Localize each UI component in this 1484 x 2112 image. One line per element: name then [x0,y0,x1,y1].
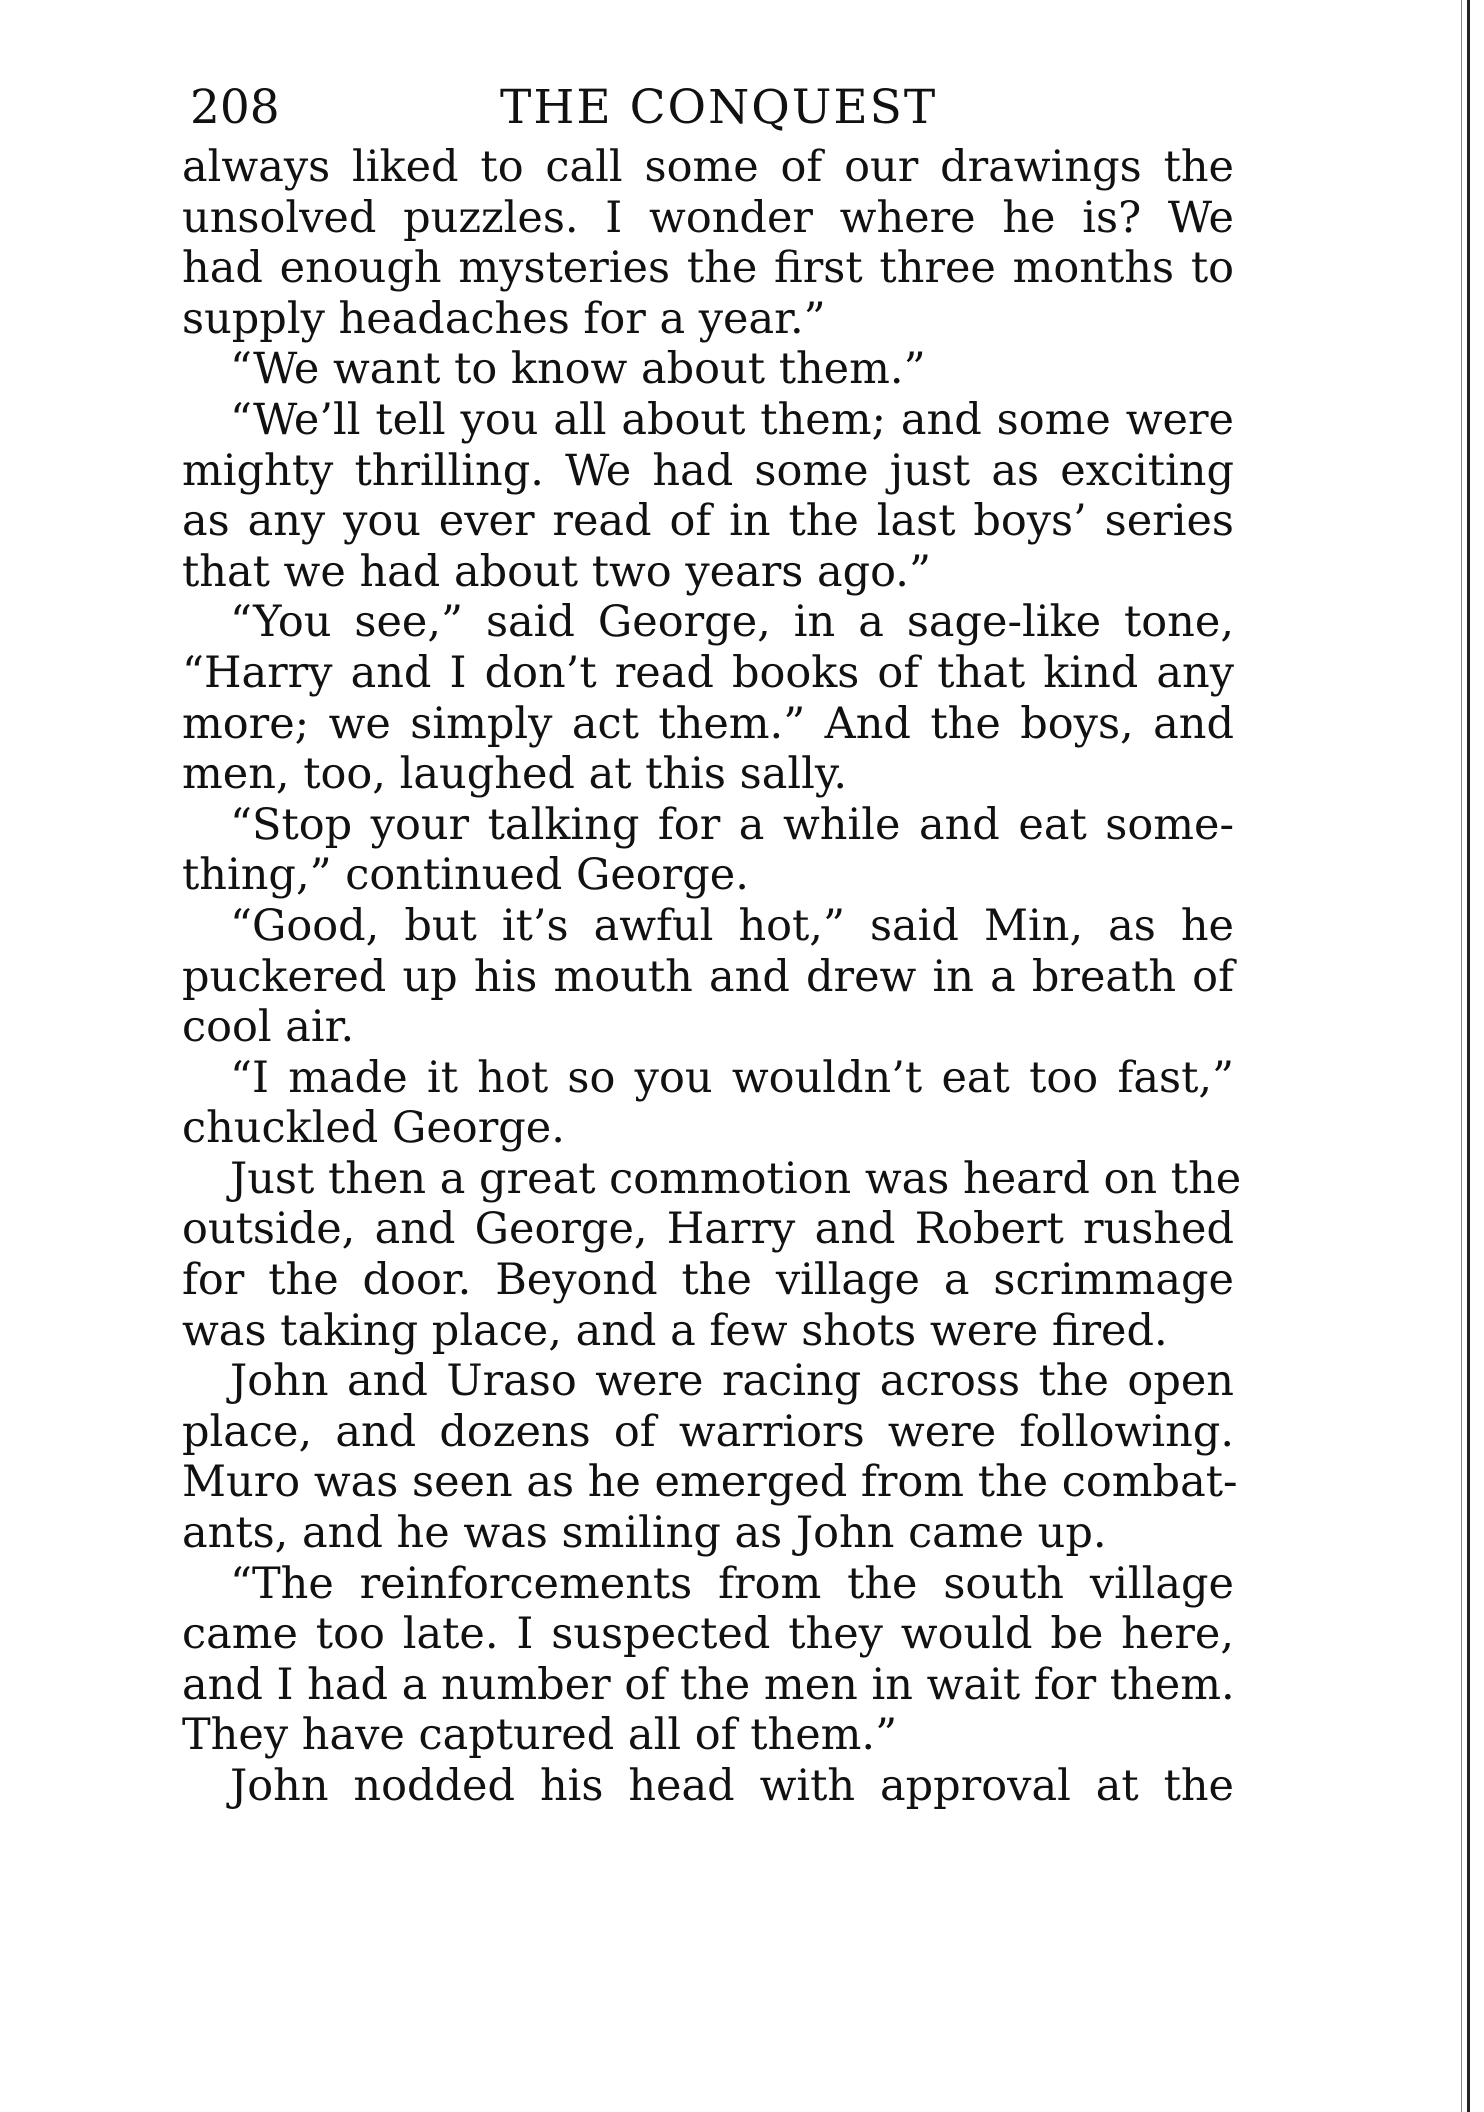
text-line: that we had about two years ago.” [182,546,931,597]
text-line: puckered up his mouth and drew in a breath of [182,951,1234,1002]
text-line: unsolved puzzles. I wonder where he is? We [182,192,1234,243]
text-line: “We’ll tell you all about them; and some were [230,394,1234,445]
text-line: always liked to call some of our drawings the [182,142,1234,192]
page-number: 208 [190,80,280,135]
text-line: as any you ever read of in the last boys’ series [182,496,1234,547]
text-line: “You see,” said George, in a sage-like tone, [230,597,1234,648]
text-line: “We want to know about them.” [230,344,926,395]
text-line: more; we simply act them.” And the boys, and [182,698,1234,749]
text-line: “I made it hot so you wouldn’t eat too fast,” [230,1052,1234,1103]
text-line: John and Uraso were racing across the open [230,1356,1234,1407]
scan-edge-line [1461,0,1462,2112]
text-line: “Good, but it’s awful hot,” said Min, as he [230,900,1234,951]
text-line: had enough mysteries the first three months to [182,243,1234,294]
text-line: Muro was seen as he emerged from the combat- [182,1457,1238,1508]
text-line: Just then a great commotion was heard on the [230,1153,1242,1204]
text-line: ants, and he was smiling as John came up. [182,1508,1107,1559]
text-line: for the door. Beyond the village a scrimmage [182,1255,1234,1306]
book-page [182,78,1242,1812]
text-line: They have captured all of them.” [182,1710,898,1761]
page-binding-edge [1467,0,1470,2112]
body-text [182,142,1242,1812]
text-line: and I had a number of the men in wait for them. [182,1659,1235,1710]
text-line: place, and dozens of warriors were following. [182,1406,1234,1457]
text-line: “The reinforcements from the south village [230,1558,1234,1609]
text-line: cool air. [182,1002,355,1053]
text-line: was taking place, and a few shots were fired. [182,1305,1168,1356]
text-line: “Harry and I don’t read books of that kind any [182,647,1234,698]
text-line: supply headaches for a year.” [182,293,826,344]
text-line: thing,” continued George. [182,850,749,901]
page-header [182,78,1234,138]
text-line: men, too, laughed at this sally. [182,749,848,800]
text-line: chuckled George. [182,1103,565,1154]
text-line: outside, and George, Harry and Robert rushed [182,1204,1234,1255]
text-line: John nodded his head with approval at the [230,1761,1234,1811]
running-title: THE CONQUEST [500,80,938,135]
text-line: “Stop your talking for a while and eat some- [230,799,1234,850]
text-line: mighty thrilling. We had some just as exciting [182,445,1234,496]
text-line: came too late. I suspected they would be here, [182,1609,1234,1660]
